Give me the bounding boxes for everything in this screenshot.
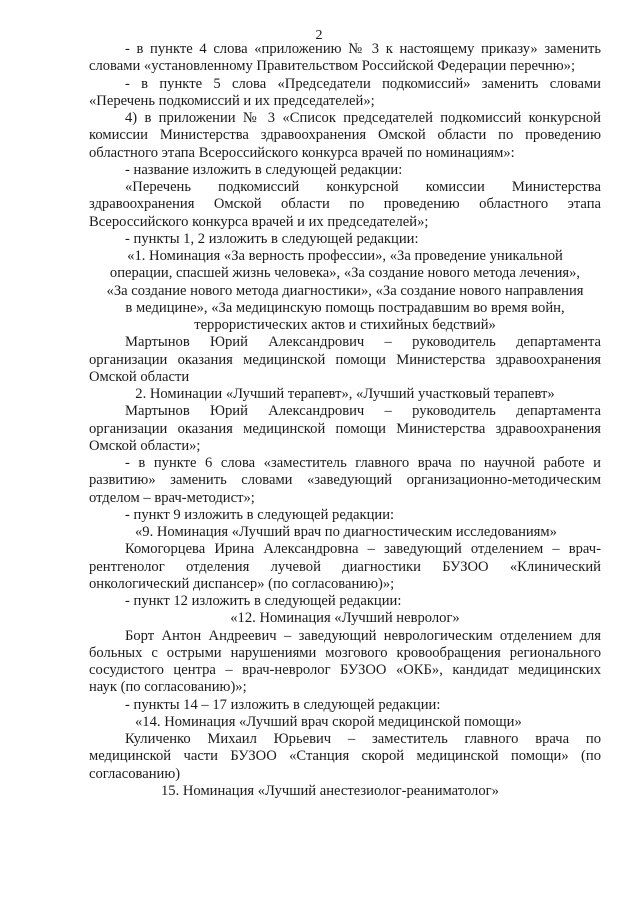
text-line: в медицине», «За медицинскую помощь пострадавшим во время войн, — [125, 299, 565, 316]
text-line: наук (по согласованию)»; — [89, 679, 247, 696]
document-body — [89, 41, 601, 800]
text-line: рентгенолог отделения лучевой диагностики БУЗОО «Клинический — [89, 558, 601, 575]
page-number: 2 — [315, 28, 323, 43]
text-line: организации оказания медицинской помощи Министерства здравоохранения — [89, 351, 601, 368]
text-line: «Перечень подкомиссий и их председателей»; — [89, 92, 375, 109]
text-line: больных с острыми нарушениями мозгового кровообращения регионального — [89, 644, 601, 661]
text-line: «12. Номинация «Лучший невролог» — [230, 610, 460, 627]
text-line: - пункт 12 изложить в следующей редакции: — [125, 593, 402, 609]
text-line: операции, спасшей жизнь человека», «За создание нового метода лечения», — [109, 265, 581, 282]
text-line: «1. Номинация «За верность профессии», «За проведение уникальной — [127, 248, 563, 264]
text-line: Всероссийского конкурса врачей и их председателей»; — [89, 213, 429, 230]
text-line: Мартынов Юрий Александрович – руководитель департамента — [125, 403, 601, 420]
text-line: Комогорцева Ирина Александровна – заведующий отделением – врач- — [125, 541, 601, 558]
text-line: областного этапа Всероссийского конкурса врачей по номинациям»: — [89, 144, 515, 161]
text-line: 2. Номинации «Лучший терапевт», «Лучший участковый терапевт» — [135, 386, 555, 402]
text-line: - пункт 9 изложить в следующей редакции: — [125, 506, 395, 523]
text-line: - пункты 1, 2 изложить в следующей редакции: — [125, 230, 419, 247]
text-line: - в пункте 4 слова «приложению № 3 к настоящему приказу» заменить — [125, 41, 601, 57]
text-line: организации оказания медицинской помощи Министерства здравоохранения — [89, 420, 601, 437]
text-line: здравоохранения Омской области по проведению областного этапа — [89, 196, 601, 213]
text-line: медицинской части БУЗОО «Станция скорой медицинской помощи» (по — [89, 748, 601, 765]
text-line: развитию» заменить словами «заведующий организационно-методическим — [89, 472, 601, 489]
text-line: Мартынов Юрий Александрович – руководитель департамента — [125, 334, 601, 351]
text-line: Омской области»; — [89, 437, 201, 454]
text-line: - в пункте 5 слова «Председатели подкомиссий» заменить словами — [125, 75, 601, 92]
text-line: «9. Номинация «Лучший врач по диагностическим исследованиям» — [135, 524, 557, 540]
text-line: «Перечень подкомиссий конкурсной комиссии Министерства — [125, 179, 601, 195]
text-line: словами «установленному Правительством Российской Федерации перечню»; — [89, 58, 576, 75]
text-line: террористических актов и стихийных бедствий» — [194, 317, 496, 333]
text-line: комиссии Министерства здравоохранения Омской области по проведению — [89, 127, 601, 144]
text-line: - название изложить в следующей редакции: — [125, 161, 403, 178]
text-line: Куличенко Михаил Юрьевич – заместитель главного врача по — [125, 731, 601, 747]
text-line: Борт Антон Андреевич – заведующий неврологическим отделением для — [125, 627, 601, 644]
text-line: Омской области — [89, 368, 190, 385]
text-line: сосудистого центра – врач-невролог БУЗОО «ОКБ», кандидат медицинских — [89, 662, 601, 678]
text-line: согласованию) — [89, 765, 181, 782]
text-line: онкологический диспансер» (по согласованию)»; — [89, 575, 395, 592]
text-line: «За создание нового метода диагностики», «За создание нового направления — [106, 282, 584, 299]
text-line: 4) в приложении № 3 «Список председателей подкомиссий конкурсной — [125, 110, 601, 126]
text-line: «14. Номинация «Лучший врач скорой медицинской помощи» — [135, 713, 522, 730]
text-line: отделом – врач-методист»; — [89, 489, 255, 506]
text-line: - пункты 14 – 17 изложить в следующей редакции: — [125, 696, 441, 713]
text-line: - в пункте 6 слова «заместитель главного врача по научной работе и — [125, 455, 601, 471]
text-line: 15. Номинация «Лучший анестезиолог-реаниматолог» — [161, 782, 499, 799]
